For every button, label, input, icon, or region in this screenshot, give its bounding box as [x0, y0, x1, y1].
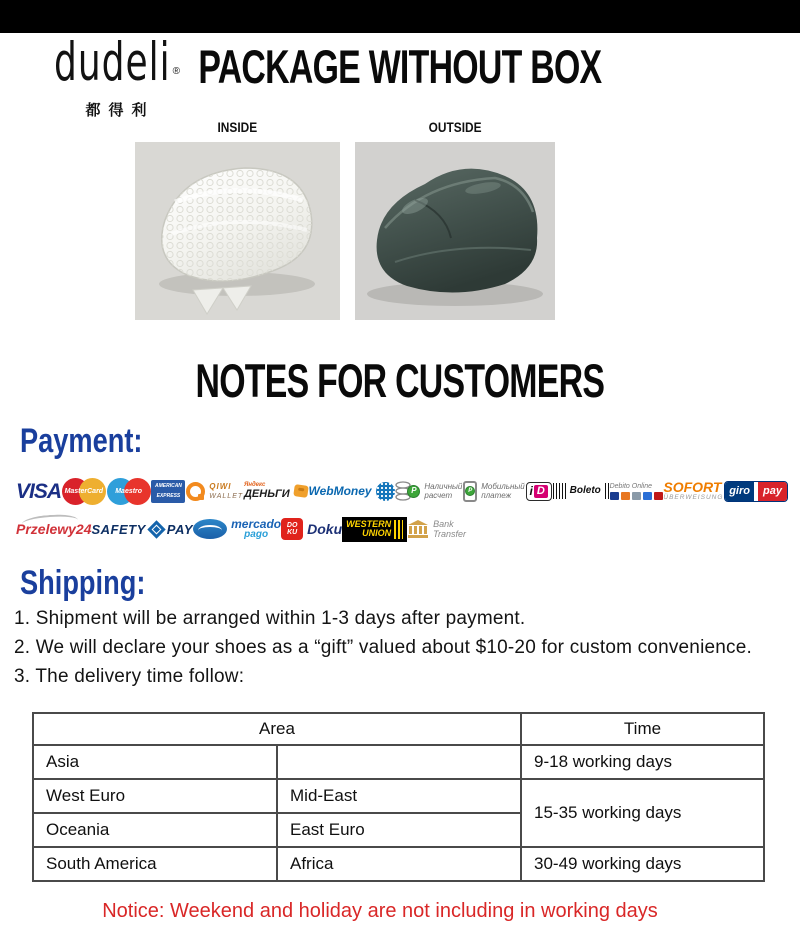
logo-chinese: 都得利: [85, 102, 155, 119]
area-cell: Africa: [277, 847, 521, 881]
area-cell: South America: [33, 847, 277, 881]
debito-online-icon: Debito Online: [610, 483, 663, 500]
delivery-time-table: [32, 712, 765, 882]
time-cell: 9-18 working days: [521, 745, 764, 779]
table-row: [33, 779, 764, 813]
visa-icon: VISA: [16, 479, 62, 503]
area-cell: Asia: [33, 745, 277, 779]
ruble-coin-icon: P: [407, 485, 420, 498]
shipping-notes-list: [14, 604, 794, 691]
yandex-money-icon: Яндекс ДЕНЬГИ: [244, 482, 308, 500]
bank-transfer-icon: Bank Transfer: [407, 519, 466, 539]
payment-icons-row-1: [16, 472, 788, 510]
purse-icon: [293, 484, 309, 498]
logo-wordmark: dudeli: [53, 33, 171, 93]
page-title: PACKAGE WITHOUT BOX: [198, 40, 602, 93]
webmoney-icon: WebMoney: [308, 482, 394, 501]
sofort-icon: SOFORT ÜBERWEISUNG: [663, 479, 724, 502]
inside-label: INSIDE: [217, 119, 258, 135]
phone-icon: P: [463, 481, 477, 502]
table-row: [33, 847, 764, 881]
shipping-note-3: 3. The delivery time follow:: [14, 666, 245, 687]
cash-payment-icon: P Наличный расчет: [395, 481, 462, 501]
area-cell: East Euro: [277, 813, 521, 847]
maestro-icon: Maestro: [107, 478, 151, 505]
payment-icons-row-2: [16, 510, 466, 548]
mastercard-icon: MasterCard: [62, 478, 106, 505]
inside-package-image: [135, 142, 340, 320]
handshake-ellipse-icon: [193, 519, 227, 539]
american-express-icon: AMERICAN EXPRESS: [151, 480, 185, 503]
area-header: Area: [33, 713, 521, 745]
safetypay-icon: SAFETY PAY: [91, 521, 194, 537]
time-cell: 15-35 working days: [521, 779, 764, 847]
qiwi-wallet-icon: QIWI WALLET: [186, 482, 243, 501]
shipping-note-1: 1. Shipment will be arranged within 1-3 days after payment.: [14, 608, 526, 629]
doku-icon: DO KU Doku: [281, 518, 342, 540]
time-header: Time: [521, 713, 764, 745]
outside-package-image: [355, 142, 555, 320]
payment-heading: Payment:: [20, 422, 143, 460]
mobile-payment-icon: P Мобильный платеж: [463, 481, 525, 502]
shipping-note-2: 2. We will declare your shoes as a “gift” valued about $10-20 for custom convenience.: [14, 637, 752, 658]
diamond-icon: [147, 520, 165, 538]
stripes-icon: [394, 520, 403, 539]
shipping-heading: Shipping:: [20, 564, 146, 602]
mercado-pago-icon: mercado pago: [193, 518, 281, 540]
time-cell: 30-49 working days: [521, 847, 764, 881]
boleto-icon: Boleto: [553, 483, 609, 499]
barcode-icon: [553, 483, 566, 499]
table-row: [33, 745, 764, 779]
notice-text: Notice: Weekend and holiday are not including in working days: [102, 900, 658, 922]
globe-icon: [376, 482, 395, 501]
table-header-row: [33, 713, 764, 745]
bank-building-icon: [407, 519, 429, 539]
ideal-icon: i D: [526, 482, 552, 501]
area-cell: Mid-East: [277, 779, 521, 813]
przelewy24-icon: Przelewy24: [16, 521, 92, 537]
western-union-icon: WESTERN UNION: [342, 517, 407, 542]
notes-title: NOTES FOR CUSTOMERS: [195, 354, 605, 407]
giropay-icon: giro pay: [724, 481, 788, 502]
registered-mark-icon: ®: [172, 66, 181, 77]
top-bar: [0, 0, 800, 33]
area-cell: [277, 745, 521, 779]
area-cell: Oceania: [33, 813, 277, 847]
outside-label: OUTSIDE: [428, 119, 482, 135]
area-cell: West Euro: [33, 779, 277, 813]
